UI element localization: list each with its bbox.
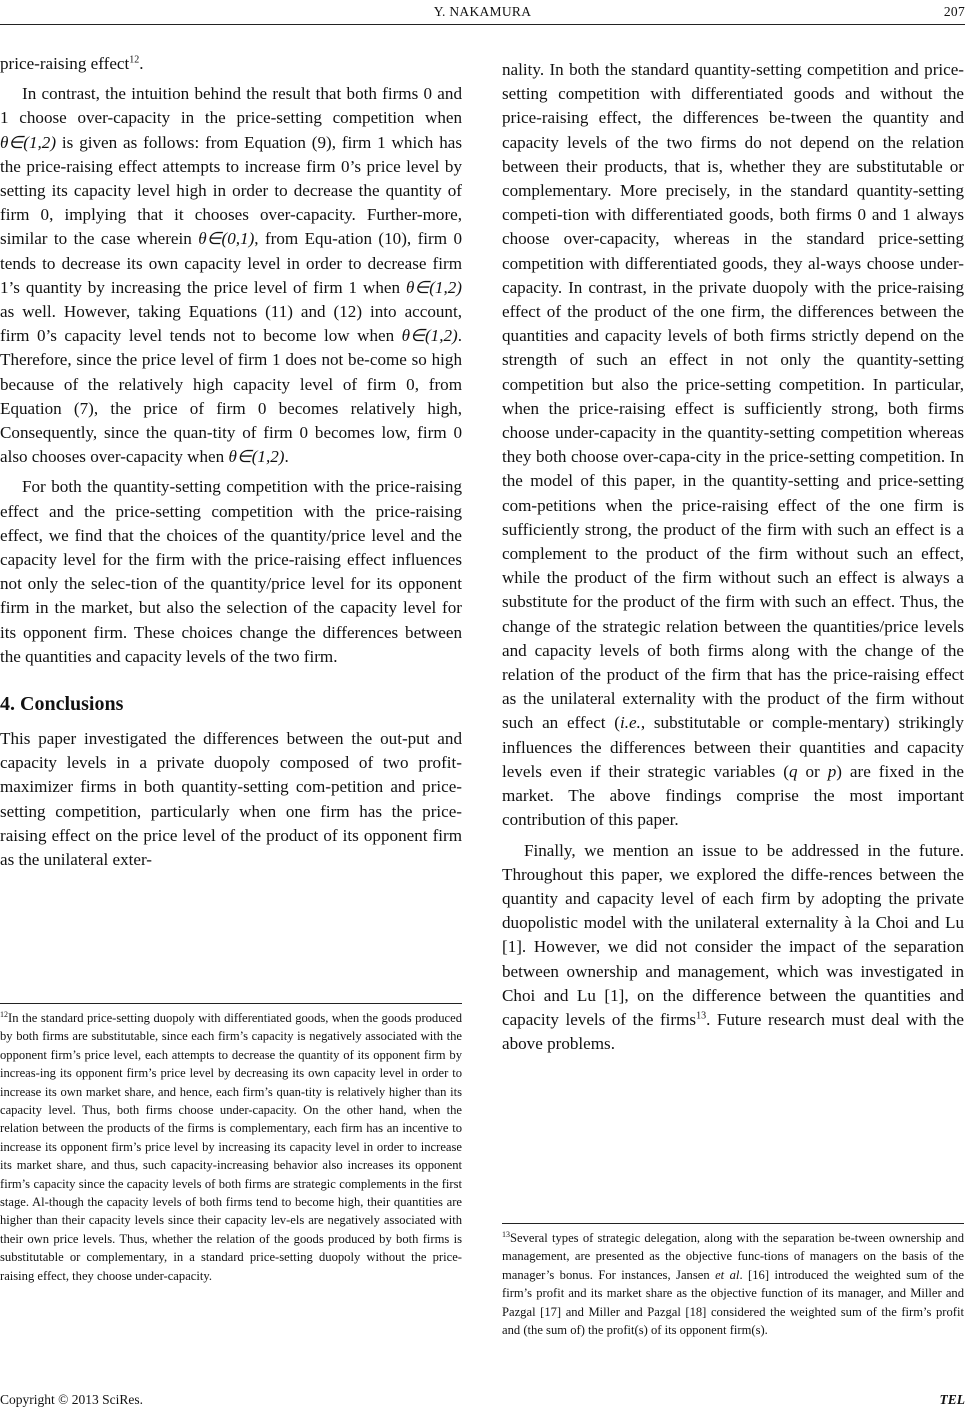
math-p: p xyxy=(827,761,837,781)
paragraph-both-competitions: For both the quantity-setting competition with the price-raising effect and the price-setting competition with the price-raising effect, we find that the choices of the quantity/price level and the capacity level for the firm with the price-raising effect influences not only the selec-tion of the quantity/price level for its opponent firm in the market, but also the selection of the capacity level for its opponent firm. These choices change the differences between the quantities and capacity levels of the two firm. xyxy=(0,477,462,666)
header-rule xyxy=(0,24,965,25)
footnote-ref-12[interactable]: 12 xyxy=(129,54,140,66)
math-q: q xyxy=(789,761,798,781)
copyright-notice: Copyright © 2013 SciRes. xyxy=(0,1392,144,1407)
paragraph-future-research: Finally, we mention an issue to be addressed in the future. Throughout this paper, we explored the diffe-rences between the quantity and capacity level of each firm by adopting the private duopolistic model with the unilateral externality à la Choi and Lu [1]. However, we did not consider the impact of the separation between ownership and management, which was investigated in Choi and Lu [1], on the difference between the quantities and capacity levels of the firms$^{13}$. Future research must deal with the above problems. xyxy=(502,840,964,1054)
math-theta-in-1-2: θ∈(1,2) xyxy=(0,132,57,152)
paragraph-externality: nality. In both the standard quantity-setting competition and price-setting competition with differentiated goods and without the price-raising effect, the differences be-tween the quantity and capacity levels of the two firms do not depend on the relation between their products, that is, whether they are substitutable or complementary. More precisely, in the standard quantity-setting competi-tion with differentiated goods, both firms 0 and 1 always choose over-capacity, whereas in the standard price-setting competition with differentiated goods, they al-ways choose under-capacity. In contrast, in the private duopoly with the price-raising effect of the product of the one firm, the differences between the quantities and capacity levels of both firms strictly depend on the strength of such an effect in not only the quantity-setting competition but also the price-setting competition. In particular, when the price-raising effect is sufficiently strong, both firms choose under-capacity in the quantity-setting competition whereas they both choose over-capa-city in the price-setting competition. In the model of this paper, in the quantity-setting and price-setting com-petitions when the price-raising effect of the one firm is sufficiently strong, the product of the firm with such an effect is a complement to the product of the firm without such an effect, while the product of the firm without such an effect is always a substitute for the product of the firm with such an effect. Thus, the change of the strategic relation between the quantities/price levels and capacity levels of both firms along with the change of the relation of the product of the firm that has the price-raising effect as the unilateral externality with the product of the firm without such an effect (i.e., substitutable or comple-mentary) strikingly influences the differences between their quantities and capacity levels even if their strategic variables (q or p) are fixed in the market. The above findings comprise the most important contribution of this paper. xyxy=(502,60,964,830)
math-theta-in-1-2: θ∈(1,2) xyxy=(228,447,285,467)
footnote-ref-13[interactable]: 13 xyxy=(696,1010,707,1022)
page-number: 207 xyxy=(943,4,965,19)
right-column xyxy=(502,58,964,1056)
paragraph-continuation: price-raising effect$^{12}$. xyxy=(0,54,144,73)
footnote-block-12 xyxy=(0,1003,462,1285)
footnote-13: $^{13}$Several types of strategic delegation, along with the separation be-tween ownership and management, are presented as the objective func-tions of managers on the basis of the manager’s bonus. For instances, Jansen et al. [16] introduced the weighted sum of the firm’s profit and its market share as the objective function of its manager, and Miller and Pazgal [17] and Miller and Pazgal [18] considered the weighted sum of the firm’s profit and (the sum of) the profit(s) of its opponent firm(s). xyxy=(502,1229,964,1338)
journal-abbrev: TEL xyxy=(939,1392,965,1407)
paragraph-intuition: In contrast, the intuition behind the result that both firms 0 and 1 choose over-capacity in the price-setting competition when θ∈(1,2) is given as follows: from Equation (9), firm 1 which has the price-raising effect attempts to increase firm 0’s price level by setting its capacity level high in order to decrease the quantity of firm 0, implying that it chooses over-capacity. Further-more, similar to the case wherein θ∈(0,1), from Equ-ation (10), firm 0 tends to decrease its own capacity level in order to decrease firm 1’s quantity by increasing the price level of firm 1 when θ∈(1,2) as well. However, taking Equations (11) and (12) into account, firm 0’s capacity level tends not to become low when θ∈(1,2). Therefore, since the price level of firm 1 does not be-come so high because of the relatively high capacity level of firm 0, from Equation (7), the price of firm 0 becomes relatively high, Consequently, since the quan-tity of firm 0 becomes low, firm 0 also chooses over-capacity when θ∈(1,2). xyxy=(0,84,462,467)
section-heading-conclusions: 4. Conclusions xyxy=(0,693,124,716)
left-column xyxy=(0,52,462,872)
footnote-block-13 xyxy=(502,1223,964,1339)
running-author: Y. NAKAMURA xyxy=(433,4,532,19)
page-footer xyxy=(0,1386,965,1414)
paragraph-conclusions-start: This paper investigated the differences between the out-put and capacity levels in a private duopoly composed of two profit-maximizer firms in both quantity-setting com-petition and price-setting competition, particularly when one firm has the price-raising effect on the price level of the product of its opponent firm as the unilateral exter- xyxy=(0,729,462,870)
math-theta-in-1-2: θ∈(1,2) xyxy=(401,326,458,346)
math-theta-in-1-2: θ∈(1,2) xyxy=(405,277,462,297)
math-theta-in-0-1: θ∈(0,1) xyxy=(198,229,255,249)
running-header xyxy=(0,0,965,22)
footnote-12: $^{12}$In the standard price-setting duopoly with differentiated goods, when the goods produced by both firms are substitutable, since each firm’s capacity is negatively associated with the opponent firm’s price level, each attempts to decrease the quantity of its opponent firm by increas-ing its opponent firm’s price level by decreasing its own capacity level in order to increase its own market share, and hence, each firm’s quan-tity is relatively higher than its capacity level. Thus, both firms choose under-capacity. On the other hand, when the relation between the products of the firms is complementary, each firm has an incentive to increase its opponent firm’s price level by increasing its capacity level in order to increase its market share, and thus, such capacity-increasing behavior also increases its opponent firm’s capacity since the capacity levels of both firms are strategic complements in the first stage. Al-though the capacity levels of both firms tend to become high, their quantities are higher than their capacity levels since their capacity lev-els are negatively associated with their own price levels. Thus, whether the relation of the goods produced by both firms is substitutable or complementary, in a standard price-setting duopoly without the price-raising effect, they choose under-capacity. xyxy=(0,1009,462,1283)
